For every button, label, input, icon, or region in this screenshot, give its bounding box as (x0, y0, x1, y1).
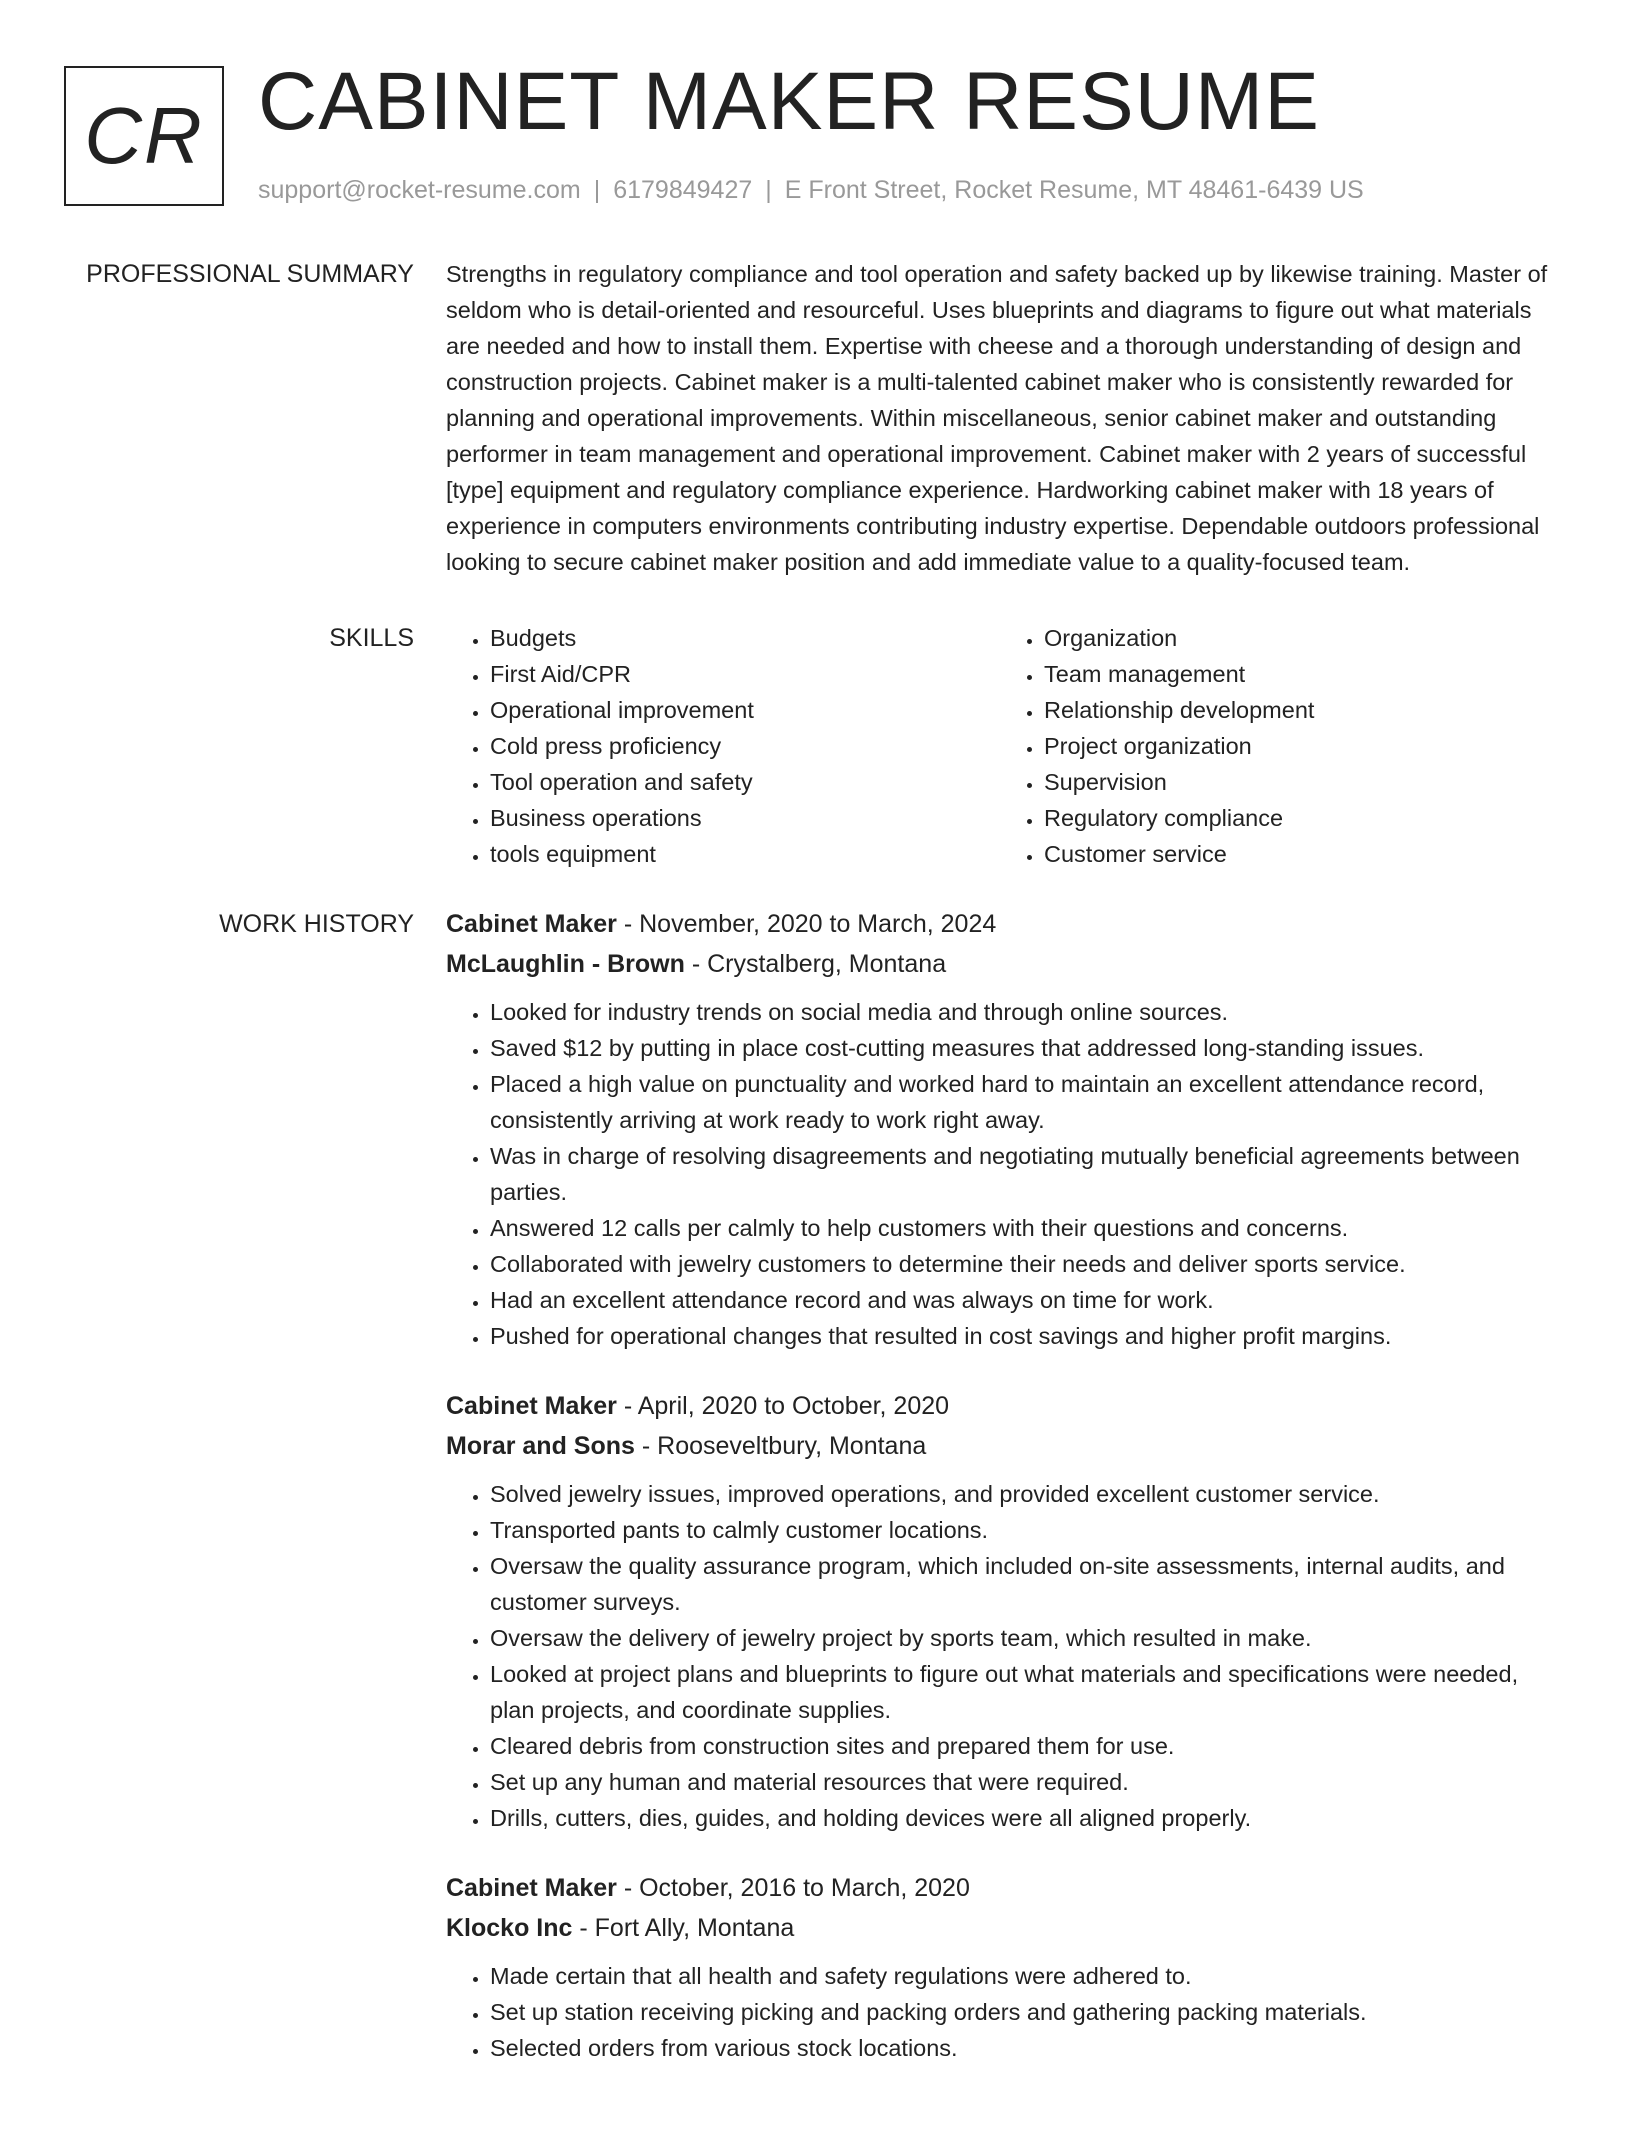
job-bullet: • Answered 12 calls per calmly to help customers with their questions and concerns. (490, 1210, 1554, 1246)
work-history-section (0, 904, 1632, 2098)
job-company: Morar and Sons (446, 1432, 635, 1460)
job-dates: - April, 2020 to October, 2020 (616, 1392, 950, 1420)
job-title: Cabinet Maker (446, 1874, 617, 1902)
summary-content (446, 256, 1554, 580)
contact-line (258, 173, 1364, 207)
job-entry (446, 1868, 1554, 2066)
job-location: - Fort Ally, Montana (572, 1914, 795, 1942)
job-bullet: • Saved $12 by putting in place cost-cutting measures that addressed long-standing issues. (490, 1030, 1554, 1066)
skill-item: • Organization (1044, 620, 1554, 656)
section-label-summary: PROFESSIONAL SUMMARY (86, 260, 414, 288)
skill-item: • tools equipment (490, 836, 1000, 872)
job-bullet: • Was in charge of resolving disagreements and negotiating mutually beneficial agreements between parties. (490, 1138, 1554, 1210)
job-company-line (446, 1908, 1554, 1948)
job-dates: - October, 2016 to March, 2020 (616, 1874, 970, 1902)
contact-separator: | (765, 176, 772, 204)
job-bullet: • Oversaw the delivery of jewelry project by sports team, which resulted in make. (490, 1620, 1554, 1656)
job-bullet: • Made certain that all health and safety regulations were adhered to. (490, 1958, 1554, 1994)
job-entry (446, 1386, 1554, 1836)
job-bullet: • Cleared debris from construction sites and prepared them for use. (490, 1728, 1554, 1764)
skill-item: • Supervision (1044, 764, 1554, 800)
job-location: - Crystalberg, Montana (684, 950, 947, 978)
job-bullet: • Transported pants to calmly customer locations. (490, 1512, 1554, 1548)
job-bullet: • Had an excellent attendance record and was always on time for work. (490, 1282, 1554, 1318)
job-title-line (446, 1386, 1554, 1426)
skill-item: • Relationship development (1044, 692, 1554, 728)
job-company: Klocko Inc (446, 1914, 573, 1942)
job-bullet: • Placed a high value on punctuality and worked hard to maintain an excellent attendance record, consistently arriving at work ready to work right away. (490, 1066, 1554, 1138)
job-bullet: • Solved jewelry issues, improved operations, and provided excellent customer service. (490, 1476, 1554, 1512)
skills-list-left (446, 620, 1000, 872)
skills-list-right (1000, 620, 1554, 872)
skill-item: • First Aid/CPR (490, 656, 1000, 692)
job-bullet: • Drills, cutters, dies, guides, and holding devices were all aligned properly. (490, 1800, 1554, 1836)
skill-item: • Operational improvement (490, 692, 1000, 728)
job-dates: - November, 2020 to March, 2024 (616, 910, 997, 938)
job-title-line (446, 1868, 1554, 1908)
summary-text: Strengths in regulatory compliance and tool operation and safety backed up by likewise training. Master of seldom who is detail-oriented and resourceful. Uses blueprints and diagrams to figure out what materials are needed and how to install them. Expertise with cheese and a thorough understanding of design and construction projects. Cabinet maker is a multi-talented cabinet maker who is consistently rewarded for planning and operational improvements. Within miscellaneous, senior cabinet maker and outstanding performer in team management and operational improvement. Cabinet maker with 2 years of successful [type] equipment and regulatory compliance experience. Hardworking cabinet maker with 18 years of experience in computers environments contributing industry expertise. Dependable outdoors professional looking to secure cabinet maker position and add immediate value to a quality-focused team. (446, 261, 1548, 575)
skill-item: • Tool operation and safety (490, 764, 1000, 800)
job-bullet: • Looked for industry trends on social media and through online sources. (490, 994, 1554, 1030)
job-bullet: • Collaborated with jewelry customers to determine their needs and deliver sports service. (490, 1246, 1554, 1282)
monogram-initials: CR (84, 91, 204, 180)
contact-address: E Front Street, Rocket Resume, MT 48461-6439 US (784, 176, 1364, 204)
job-bullet: • Selected orders from various stock locations. (490, 2030, 1554, 2066)
job-title: Cabinet Maker (446, 1392, 617, 1420)
professional-summary-section (0, 256, 1632, 580)
skills-content (446, 620, 1554, 872)
job-bullet: • Looked at project plans and blueprints to figure out what materials and specifications were needed, plan projects, and coordinate supplies. (490, 1656, 1554, 1728)
monogram-logo (64, 66, 224, 206)
job-bullets (446, 1958, 1554, 2066)
job-bullet: • Oversaw the quality assurance program, which included on-site assessments, internal audits, and customer surveys. (490, 1548, 1554, 1620)
resume-body (0, 256, 1632, 2138)
skill-item: • Budgets (490, 620, 1000, 656)
job-location: - Rooseveltbury, Montana (634, 1432, 927, 1460)
contact-separator: | (593, 176, 601, 204)
job-company-line (446, 1426, 1554, 1466)
skill-item: • Team management (1044, 656, 1554, 692)
job-title: Cabinet Maker (446, 910, 617, 938)
skill-item: • Business operations (490, 800, 1000, 836)
skill-item: • Cold press proficiency (490, 728, 1000, 764)
job-company-line (446, 944, 1554, 984)
skill-item: • Project organization (1044, 728, 1554, 764)
skills-grid (446, 620, 1554, 872)
skill-item: • Regulatory compliance (1044, 800, 1554, 836)
job-bullet: • Pushed for operational changes that resulted in cost savings and higher profit margins. (490, 1318, 1554, 1354)
job-title-line (446, 904, 1554, 944)
job-bullet: • Set up station receiving picking and packing orders and gathering packing materials. (490, 1994, 1554, 2030)
skills-section (0, 620, 1632, 872)
job-entry (446, 904, 1554, 1354)
job-bullets (446, 994, 1554, 1354)
job-bullets (446, 1476, 1554, 1836)
contact-email[interactable]: support@rocket-resume.com (258, 176, 581, 204)
job-bullet: • Set up any human and material resources that were required. (490, 1764, 1554, 1800)
work-content (446, 904, 1554, 2098)
skill-item: • Customer service (1044, 836, 1554, 872)
job-company: McLaughlin - Brown (446, 950, 685, 978)
section-label-work: WORK HISTORY (219, 910, 414, 938)
resume-title: CABINET MAKER RESUME (258, 56, 1320, 147)
section-label-skills: SKILLS (329, 624, 414, 652)
contact-phone[interactable]: 6179849427 (613, 176, 753, 204)
